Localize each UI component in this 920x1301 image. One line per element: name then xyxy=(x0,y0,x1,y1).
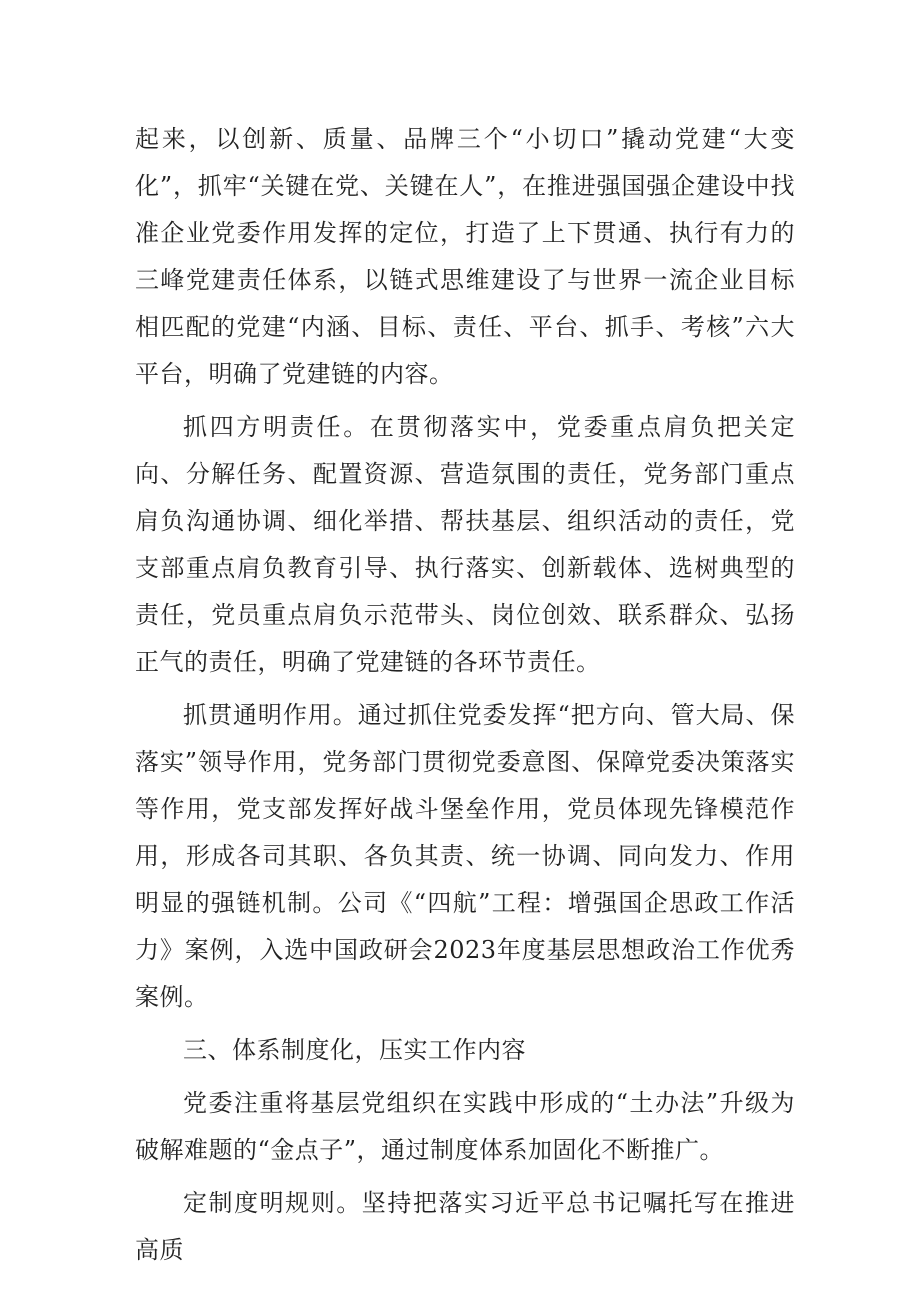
paragraph-rules: 定制度明规则。坚持把落实习近平总书记嘱托写在推进高质 xyxy=(135,1189,795,1264)
paragraph-continuation: 起来，以创新、质量、品牌三个“小切口”撬动党建“大变化”，抓牢“关键在党、关键在人”，在推进强国强企建设中找准企业党委作用发挥的定位，打造了上下贯通、执行有力的三峰党建责任体系，以链式思维建设了与世界一流企业目标相匹配的党建“内涵、目标、责任、平台、抓手、考核”六大平台，明确了党建链的内容。 xyxy=(135,125,795,388)
document-body xyxy=(135,116,795,1274)
paragraph-connectivity-role: 抓贯通明作用。通过抓住党委发挥“把方向、管大局、保落实”领导作用，党务部门贯彻党委意图、保障党委决策落实等作用，党支部发挥好战斗堡垒作用，党员体现先锋模范作用，形成各司其职、各负其责、统一协调、同向发力、作用明显的强链机制。公司《“四航”工程：增强国企思政工作活力》案例，入选中国政研会2023年度基层思想政治工作优秀案例。 xyxy=(135,701,795,1011)
paragraph-party-committee: 党委注重将基层党组织在实践中形成的“土办法”升级为破解难题的“金点子”，通过制度体系加固化不断推广。 xyxy=(135,1089,795,1164)
section-heading: 三、体系制度化，压实工作内容 xyxy=(183,1036,526,1064)
paragraph-four-party-responsibility: 抓四方明责任。在贯彻落实中，党委重点肩负把关定向、分解任务、配置资源、营造氛围的责任，党务部门重点肩负沟通协调、细化举措、帮扶基层、组织活动的责任，党支部重点肩负教育引导、执行落实、创新载体、选树典型的责任，党员重点肩负示范带头、岗位创效、联系群众、弘扬正气的责任，明确了党建链的各环节责任。 xyxy=(135,413,795,676)
